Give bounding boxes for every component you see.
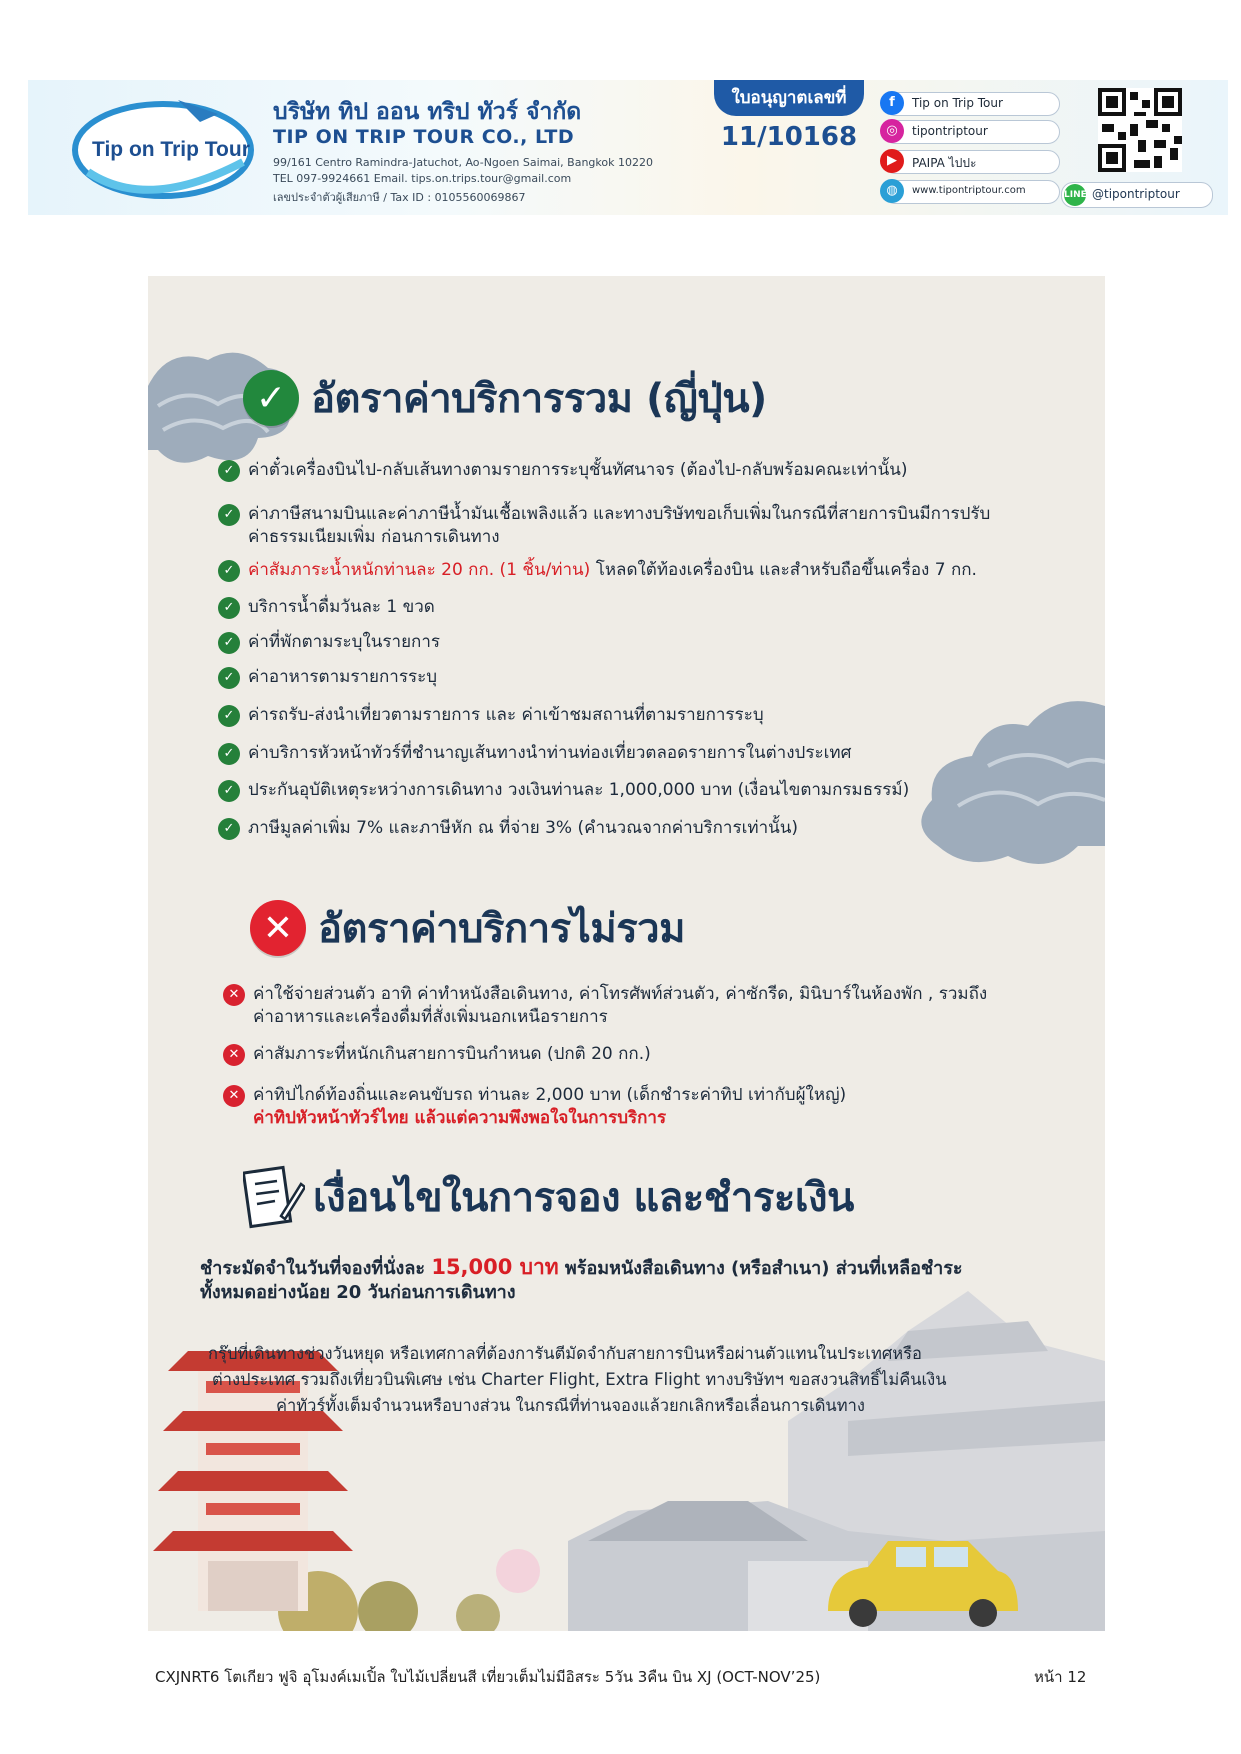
booking-title: เงื่อนไขในการจอง และชำระเงิน <box>313 1175 854 1221</box>
included-item-text: ค่ารถรับ-ส่งนำเที่ยวตามรายการ และ ค่าเข้าชมสถานที่ตามรายการระบุ <box>248 705 764 725</box>
check-circle-icon: ✓ <box>243 370 299 426</box>
included-item-text: ค่าบริการหัวหน้าทัวร์ที่ชำนาญเส้นทางนำท่านท่องเที่ยวตลอดรายการในต่างประเทศ <box>248 743 852 763</box>
included-heading <box>243 366 767 430</box>
globe-icon: ◍ <box>880 179 904 203</box>
company-name-thai: บริษัท ทิป ออน ทริป ทัวร์ จำกัด <box>273 99 582 125</box>
baggage-allowance-highlight: ค่าสัมภาระน้ำหนักท่านละ 20 กก. (1 ชิ้น/ท่าน) <box>248 560 591 580</box>
included-item-text: ค่าอาหารตามรายการระบุ <box>248 667 438 687</box>
company-tax-id: เลขประจำตัวผู้เสียภาษี / Tax ID : 0105560069867 <box>273 191 526 204</box>
holiday-policy-line1: กรุ๊ปที่เดินทางช่วงวันหยุด หรือเทศกาลที่ต้องการันตีมัดจำกับสายการบินหรือผ่านตัวแทนในประเทศหรือ <box>208 1344 922 1363</box>
cross-circle-icon: ✕ <box>250 900 306 956</box>
facebook-icon: f <box>880 91 904 115</box>
excluded-item-text: ค่าใช้จ่ายส่วนตัว อาทิ ค่าทำหนังสือเดินทาง, ค่าโทรศัพท์ส่วนตัว, ค่าซักรีด, มินิบาร์ในห้องพัก , รวมถึง <box>253 984 988 1004</box>
qr-code[interactable] <box>1098 88 1182 172</box>
excluded-item-text: ค่าสัมภาระที่หนักเกินสายการบินกำหนด (ปกติ 20 กก.) <box>253 1044 651 1064</box>
included-item-text: บริการน้ำดื่มวันละ 1 ขวด <box>248 597 435 617</box>
deposit-paragraph <box>200 1254 963 1282</box>
footer-program-code: CXJNRT6 โตเกียว ฟูจิ อุโมงค์เมเปิ้ล ใบไม้เปลี่ยนสี เที่ยวเต็มไม่มีอิสระ 5วัน 3คืน บิน XJ (OCT-NOV’25) <box>155 1668 821 1686</box>
company-logo <box>68 92 258 202</box>
check-icon: ✓ <box>218 743 240 765</box>
license-number: 11/10168 <box>720 122 858 152</box>
contract-icon <box>243 1164 305 1230</box>
facebook-label: Tip on Trip Tour <box>912 96 1003 110</box>
line-icon: LINE <box>1064 184 1086 206</box>
instagram-icon: ◎ <box>880 119 904 143</box>
cloud-decoration-right <box>908 696 1105 876</box>
license-label: ใบอนุญาตเลขที่ <box>714 80 864 116</box>
deposit-text-a: ชำระมัดจำในวันที่จองที่นั่งละ <box>200 1258 426 1279</box>
included-item-text: ค่าที่พักตามระบุในรายการ <box>248 632 440 652</box>
service-info-poster <box>148 276 1105 1631</box>
website-label: www.tipontriptour.com <box>912 185 1026 196</box>
company-address: 99/161 Centro Ramindra-Jatuchot, Ao-Ngoen Saimai, Bangkok 10220 <box>273 156 653 169</box>
deposit-amount: 15,000 บาท <box>431 1255 559 1279</box>
license-box <box>700 80 878 152</box>
facebook-link[interactable] <box>883 92 1060 116</box>
cross-icon: ✕ <box>223 1085 245 1107</box>
included-item-text: ประกันอุบัติเหตุระหว่างการเดินทาง วงเงินท่านละ 1,000,000 บาท (เงื่อนไขตามกรมธรรม์) <box>248 780 910 800</box>
footer-page-number: หน้า 12 <box>1034 1668 1087 1686</box>
check-icon: ✓ <box>218 705 240 727</box>
youtube-label: PAIPA ไปปะ <box>912 156 977 170</box>
website-link[interactable] <box>883 180 1060 204</box>
header-banner <box>28 80 1228 215</box>
booking-heading <box>243 1164 854 1230</box>
included-item-text-line2: ค่าธรรมเนียมเพิ่ม ก่อนการเดินทาง <box>248 527 500 547</box>
check-icon: ✓ <box>218 460 240 482</box>
youtube-icon: ▶ <box>880 149 904 173</box>
line-label: @tipontriptour <box>1092 187 1180 201</box>
check-icon: ✓ <box>218 560 240 582</box>
cross-icon: ✕ <box>223 984 245 1006</box>
excluded-item-text-line2: ค่าอาหารและเครื่องดื่มที่สั่งเพิ่มนอกเหนือรายการ <box>253 1007 608 1027</box>
cross-icon: ✕ <box>223 1044 245 1066</box>
excluded-title: อัตราค่าบริการไม่รวม <box>318 906 685 952</box>
included-title: อัตราค่าบริการรวม (ญี่ปุ่น) <box>311 376 767 422</box>
excluded-heading <box>250 896 685 960</box>
included-item-text: ค่าตั๋วเครื่องบินไป-กลับเส้นทางตามรายการระบุชั้นทัศนาจร (ต้องไป-กลับพร้อมคณะเท่านั้น) <box>248 460 908 480</box>
excluded-item-text-line2: ค่าทิปหัวหน้าทัวร์ไทย แล้วแต่ความพึงพอใจในการบริการ <box>253 1108 667 1128</box>
check-icon: ✓ <box>218 780 240 802</box>
company-name-english: TIP ON TRIP TOUR CO., LTD <box>273 126 575 148</box>
company-contact: TEL 097-9924661 Email. tips.on.trips.tour@gmail.com <box>273 172 572 185</box>
logo-text: Tip on Trip Tour <box>92 138 250 161</box>
check-icon: ✓ <box>218 667 240 689</box>
excluded-item-text: ค่าทิปไกด์ท้องถิ่นและคนขับรถ ท่านละ 2,000 บาท (เด็กชำระค่าทิป เท่ากับผู้ใหญ่) <box>253 1085 847 1105</box>
holiday-policy-line2: ต่างประเทศ รวมถึงเที่ยวบินพิเศษ เช่น Charter Flight, Extra Flight ทางบริษัทฯ ขอสงวนสิทธิ์ไม่คืนเงิน <box>212 1370 947 1389</box>
included-item-text: ค่าภาษีสนามบินและค่าภาษีน้ำมันเชื้อเพลิงแล้ว และทางบริษัทขอเก็บเพิ่มในกรณีที่สายการบินมีการปรับ <box>248 504 991 524</box>
baggage-allowance-rest: โหลดใต้ท้องเครื่องบิน และสำหรับถือขึ้นเครื่อง 7 กก. <box>590 560 977 580</box>
included-item-text: ภาษีมูลค่าเพิ่ม 7% และภาษีหัก ณ ที่จ่าย 3% (คำนวณจากค่าบริการเท่านั้น) <box>248 818 799 838</box>
check-icon: ✓ <box>218 597 240 619</box>
deposit-text-b: พร้อมหนังสือเดินทาง (หรือสำเนา) ส่วนที่เหลือชำระ <box>564 1258 963 1279</box>
instagram-label: tipontriptour <box>912 124 988 138</box>
instagram-link[interactable] <box>883 120 1060 144</box>
check-icon: ✓ <box>218 504 240 526</box>
deposit-deadline: ทั้งหมดอย่างน้อย 20 วันก่อนการเดินทาง <box>200 1282 516 1303</box>
holiday-policy-line3: ค่าทัวร์ทั้งเต็มจำนวนหรือบางส่วน ในกรณีที่ท่านจองแล้วยกเลิกหรือเลื่อนการเดินทาง <box>276 1396 865 1415</box>
line-link[interactable] <box>1061 182 1213 208</box>
youtube-link[interactable] <box>883 150 1060 174</box>
check-icon: ✓ <box>218 818 240 840</box>
check-icon: ✓ <box>218 632 240 654</box>
